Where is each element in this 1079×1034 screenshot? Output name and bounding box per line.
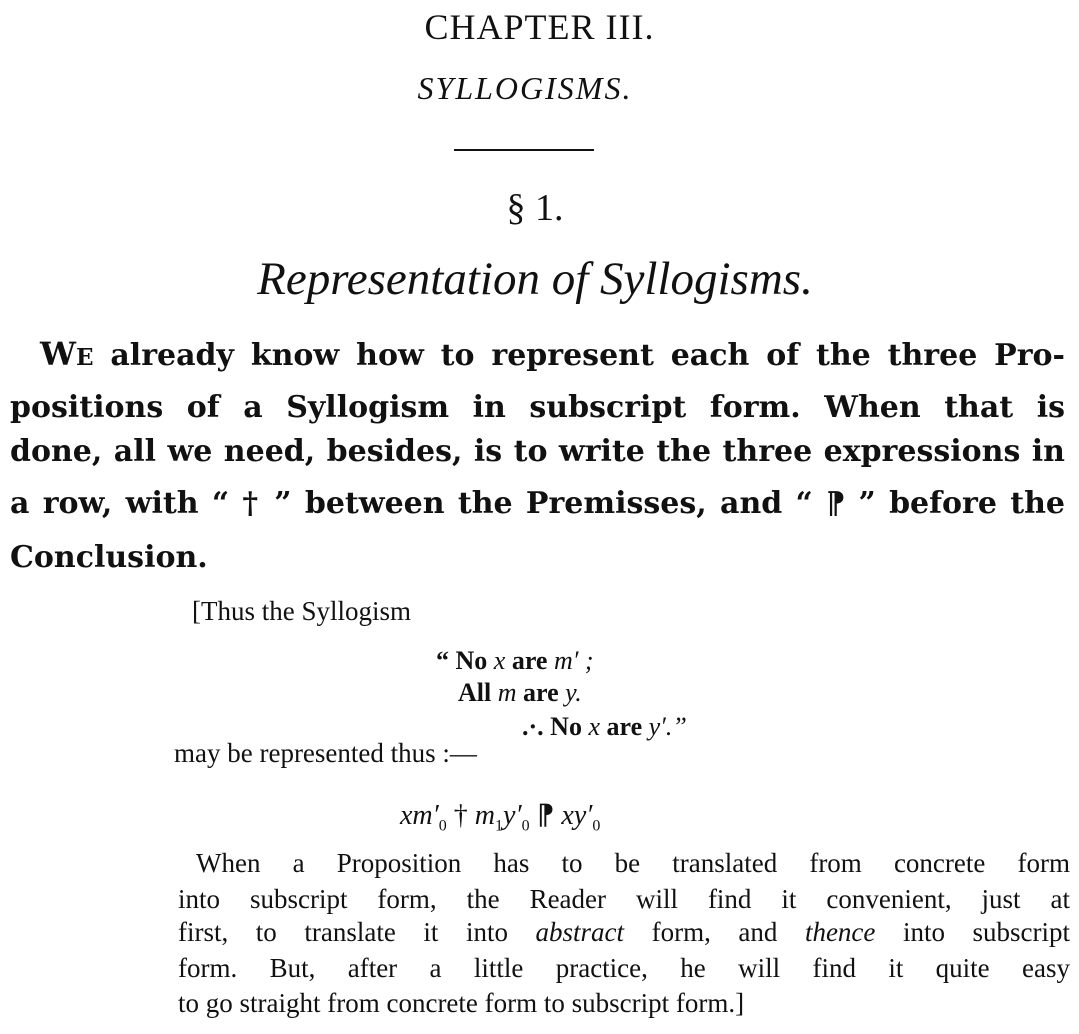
paragraph-line: Conclusion. (10, 540, 208, 575)
paragraph-line: done, all we need, besides, is to write the three expressions in (10, 434, 1065, 469)
title-divider (454, 149, 594, 151)
note-line: to go straight from concrete form to subscript form.] (178, 988, 745, 1018)
subscript-formula: $xm'_0$ † $m_1y'_0$ ⁋ $xy'_0$ (400, 800, 601, 835)
chapter-heading: CHAPTER III. (424, 7, 655, 47)
paragraph-line: positions of a Syllogism in subscript form. When that is (10, 390, 1065, 425)
note-line: form. But, after a little practice, he will find it quite easy (178, 953, 1070, 983)
note-line: When a Proposition has to be translated from concrete form (196, 848, 1070, 878)
example-premise-1: “ No x are m′ ; (436, 646, 594, 675)
note-line: into subscript form, the Reader will find it convenient, just at (178, 884, 1070, 914)
note-line: first, to translate it into abstract form, and thence into subscript (178, 917, 1071, 947)
chapter-title: SYLLOGISMS. (417, 70, 633, 106)
represented-text: may be represented thus :— (174, 738, 477, 768)
example-conclusion: .·. No x are y′.” (522, 712, 687, 741)
section-number: § 1. (506, 187, 564, 229)
paragraph-line: WE already know how to represent each of the three Pro- (40, 335, 1065, 373)
example-premise-2: All m are y. (458, 678, 582, 707)
note-intro: [Thus the Syllogism (192, 596, 412, 626)
paragraph-line: a row, with “ † ” between the Premisses, and “ ⁋ ” before the (10, 486, 1065, 521)
section-title: Representation of Syllogisms. (257, 253, 813, 305)
drop-cap: WE (40, 335, 94, 373)
